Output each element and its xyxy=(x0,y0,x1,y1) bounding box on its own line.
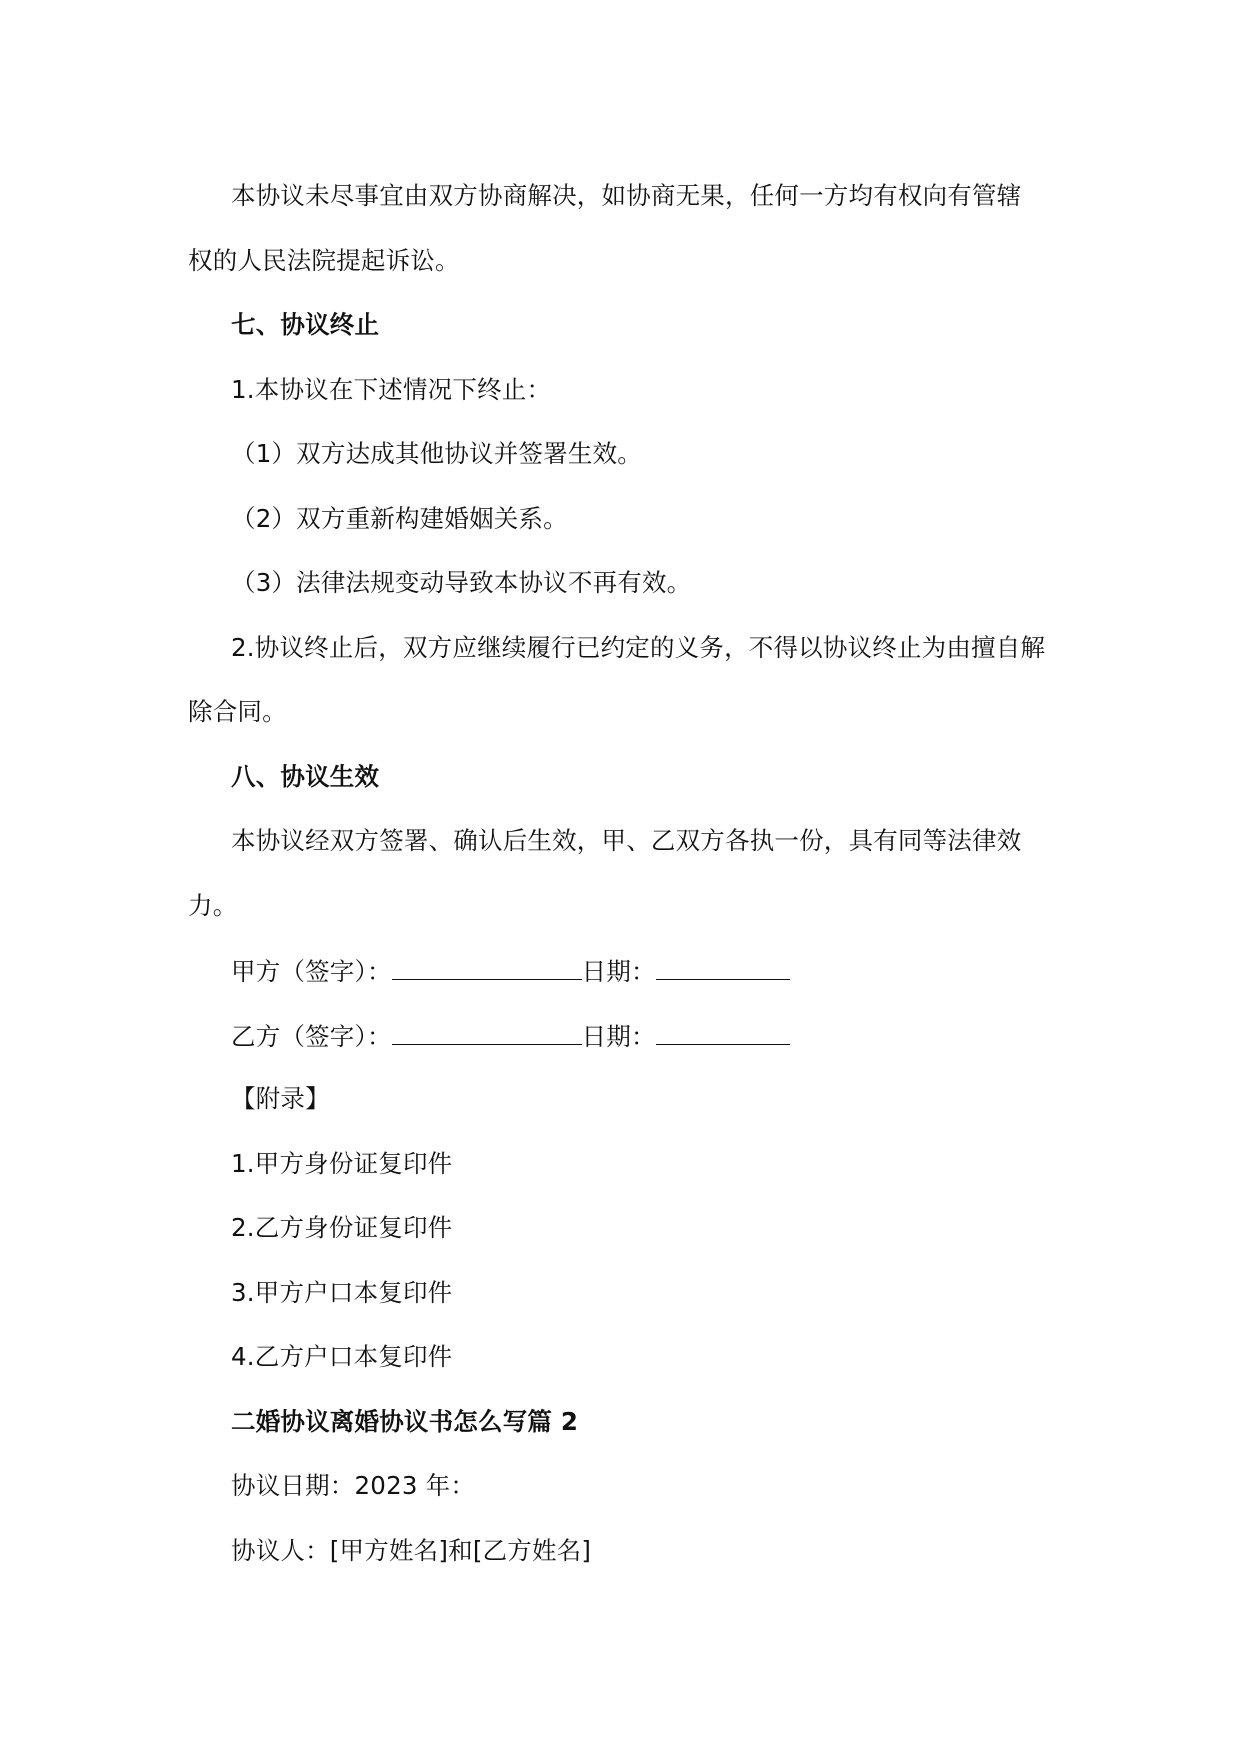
signature-line-party-b xyxy=(231,1018,790,1054)
party-b-date-label: 日期： xyxy=(581,1022,656,1051)
paragraph-dispute-line2: 权的人民法院提起诉讼。 xyxy=(188,246,460,275)
section-heading-effect: 八、协议生效 xyxy=(231,762,380,791)
paragraph-dispute-line1: 本协议未尽事宜由双方协商解决，如协商无果，任何一方均有权向有管辖 xyxy=(231,181,1022,210)
party-a-date-blank xyxy=(656,953,790,980)
party-a-signature-blank xyxy=(392,953,582,980)
section-heading-termination: 七、协议终止 xyxy=(231,310,380,339)
party-b-date-blank xyxy=(656,1018,790,1045)
party-b-signature-label: 乙方（签字）： xyxy=(231,1022,392,1051)
paragraph-effect-line1: 本协议经双方签署、确认后生效，甲、乙双方各执一份，具有同等法律效 xyxy=(231,826,1022,855)
paragraph-after-termination-line1: 2.协议终止后，双方应继续履行已约定的义务，不得以协议终止为由擅自解 xyxy=(231,633,1046,662)
list-item-termination-2: （2）双方重新构建婚姻关系。 xyxy=(231,504,568,533)
signature-line-party-a xyxy=(231,953,790,989)
appendix-item-1: 1.甲方身份证复印件 xyxy=(231,1149,453,1178)
second-section-title: 二婚协议离婚协议书怎么写篇 2 xyxy=(231,1407,579,1436)
party-b-signature-blank xyxy=(392,1018,582,1045)
paragraph-effect-line2: 力。 xyxy=(188,891,238,920)
appendix-item-2: 2.乙方身份证复印件 xyxy=(231,1213,453,1242)
appendix-item-3: 3.甲方户口本复印件 xyxy=(231,1278,453,1307)
list-item-termination-1: （1）双方达成其他协议并签署生效。 xyxy=(231,439,642,468)
second-section-parties-line: 协议人：[甲方姓名]和[乙方姓名] xyxy=(231,1536,592,1565)
party-a-date-label: 日期： xyxy=(581,957,656,986)
appendix-item-4: 4.乙方户口本复印件 xyxy=(231,1342,453,1371)
appendix-title: 【附录】 xyxy=(231,1084,330,1113)
paragraph-termination-intro: 1.本协议在下述情况下终止： xyxy=(231,375,552,404)
party-a-signature-label: 甲方（签字）： xyxy=(231,957,392,986)
list-item-termination-3: （3）法律法规变动导致本协议不再有效。 xyxy=(231,568,692,597)
second-section-date-line: 协议日期：2023 年： xyxy=(231,1471,476,1500)
paragraph-after-termination-line2: 除合同。 xyxy=(188,697,287,726)
